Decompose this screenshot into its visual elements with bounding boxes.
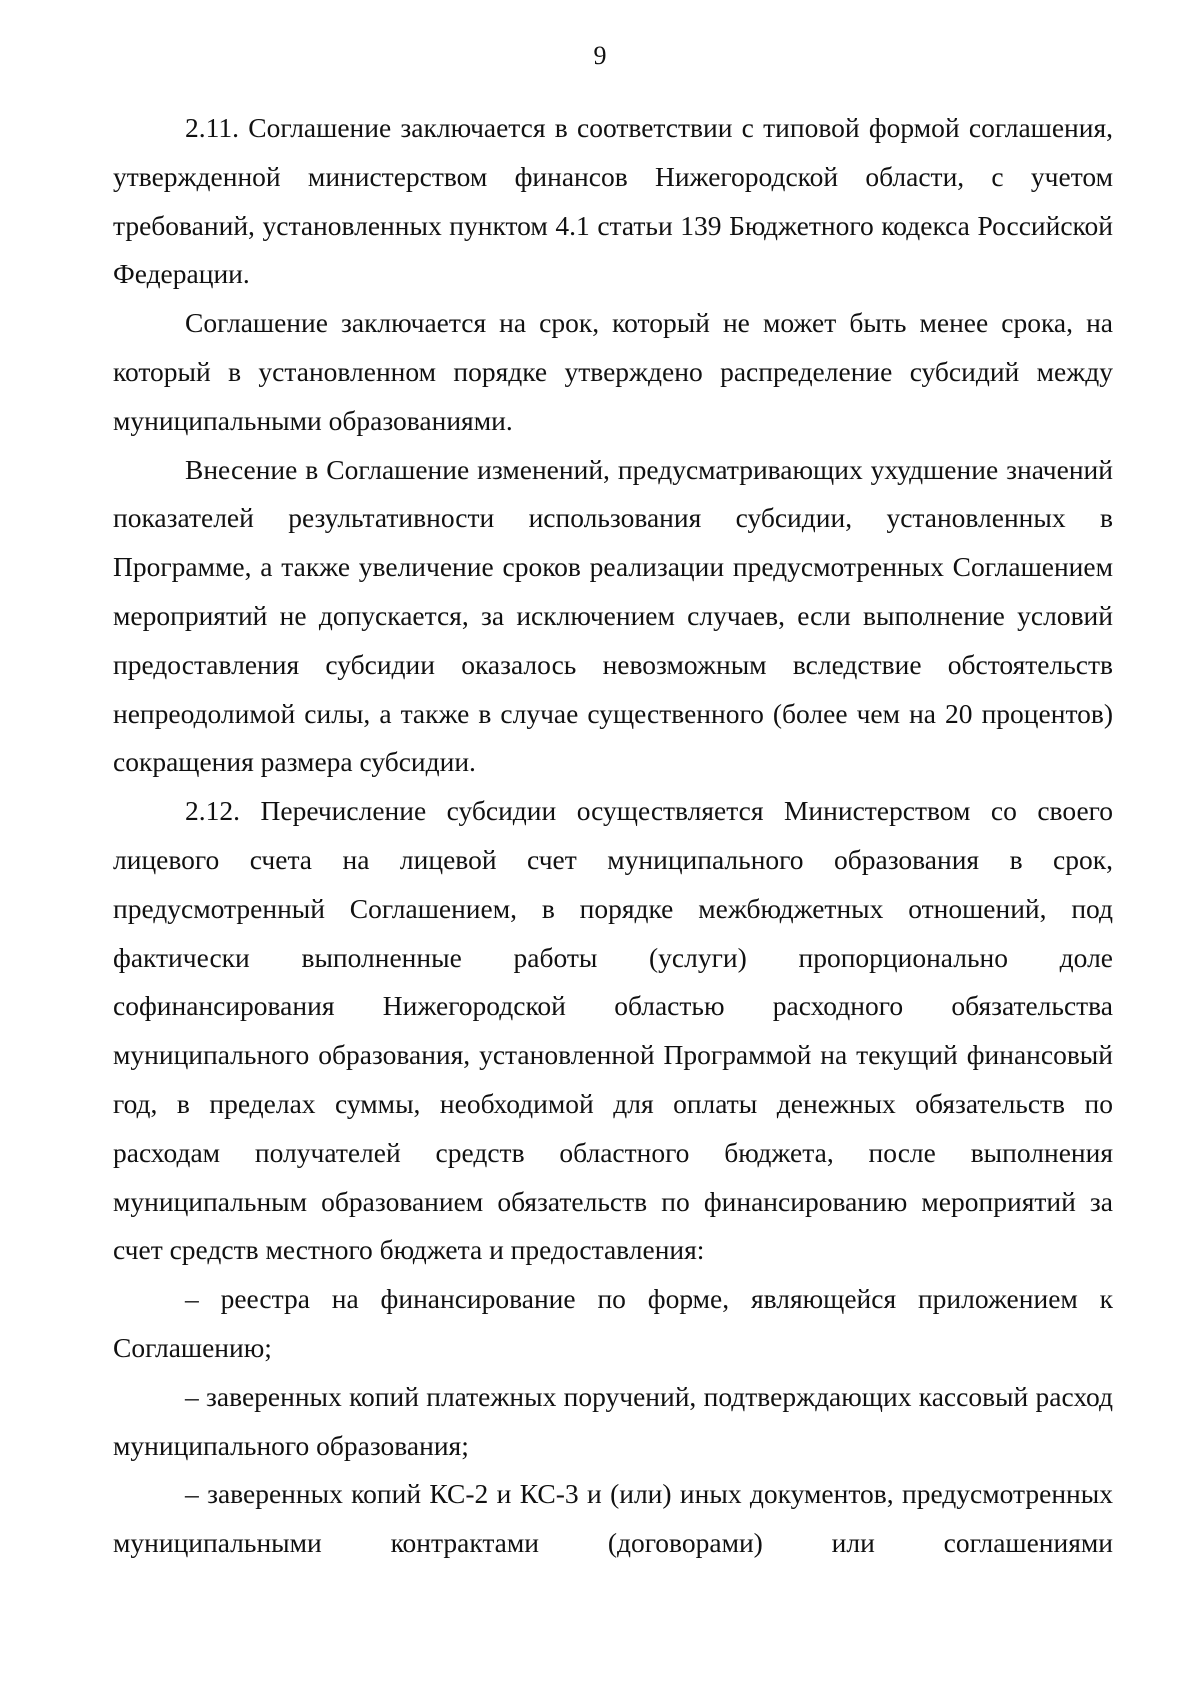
paragraph-2-12: 2.12. Перечисление субсидии осуществляется Министерством со своего лицевого счета на лицевой счет муниципального образования в срок, предусмотренный Соглашением, в порядке межбюджетных отношений, под фактически выполненные работы (услуги) пропорционально доле софинансирования Нижегородской областью расходного обязательства муниципального образования, установленной Программой на текущий финансовый год, в пределах суммы, необходимой для оплаты денежных обязательств по расходам получателей средств областного бюджета, после выполнения муниципальным образованием обязательств по финансированию мероприятий за счет средств местного бюджета и предоставления: [113, 795, 1113, 1266]
list-item-ks-documents: – заверенных копий КС-2 и КС-3 и (или) иных документов, предусмотренных муниципальными контрактами (договорами) или соглашениями [113, 1478, 1113, 1559]
page-number: 9 [593, 41, 607, 70]
paragraph-2-11: 2.11. Соглашение заключается в соответствии с типовой формой соглашения, утвержденной министерством финансов Нижегородской области, с учетом требований, установленных пунктом 4.1 статьи 139 Бюджетного кодекса Российской Федерации. [113, 112, 1113, 290]
paragraph-term: Соглашение заключается на срок, который не может быть менее срока, на который в установленном порядке утверждено распределение субсидий между муниципальными образованиями. [113, 307, 1113, 436]
paragraph-amendments: Внесение в Соглашение изменений, предусматривающих ухудшение значений показателей результативности использования субсидии, установленных в Программе, а также увеличение сроков реализации предусмотренных Соглашением мероприятий не допускается, за исключением случаев, если выполнение условий предоставления субсидии оказалось невозможным вследствие обстоятельств непреодолимой силы, а также в случае существенного (более чем на 20 процентов) сокращения размера субсидии. [113, 453, 1113, 778]
document-body [113, 104, 1113, 1568]
list-item-registry: – реестра на финансирование по форме, являющейся приложением к Соглашению; [113, 1283, 1113, 1363]
list-item-payment-orders: – заверенных копий платежных поручений, подтверждающих кассовый расход муниципального образования; [113, 1380, 1113, 1461]
